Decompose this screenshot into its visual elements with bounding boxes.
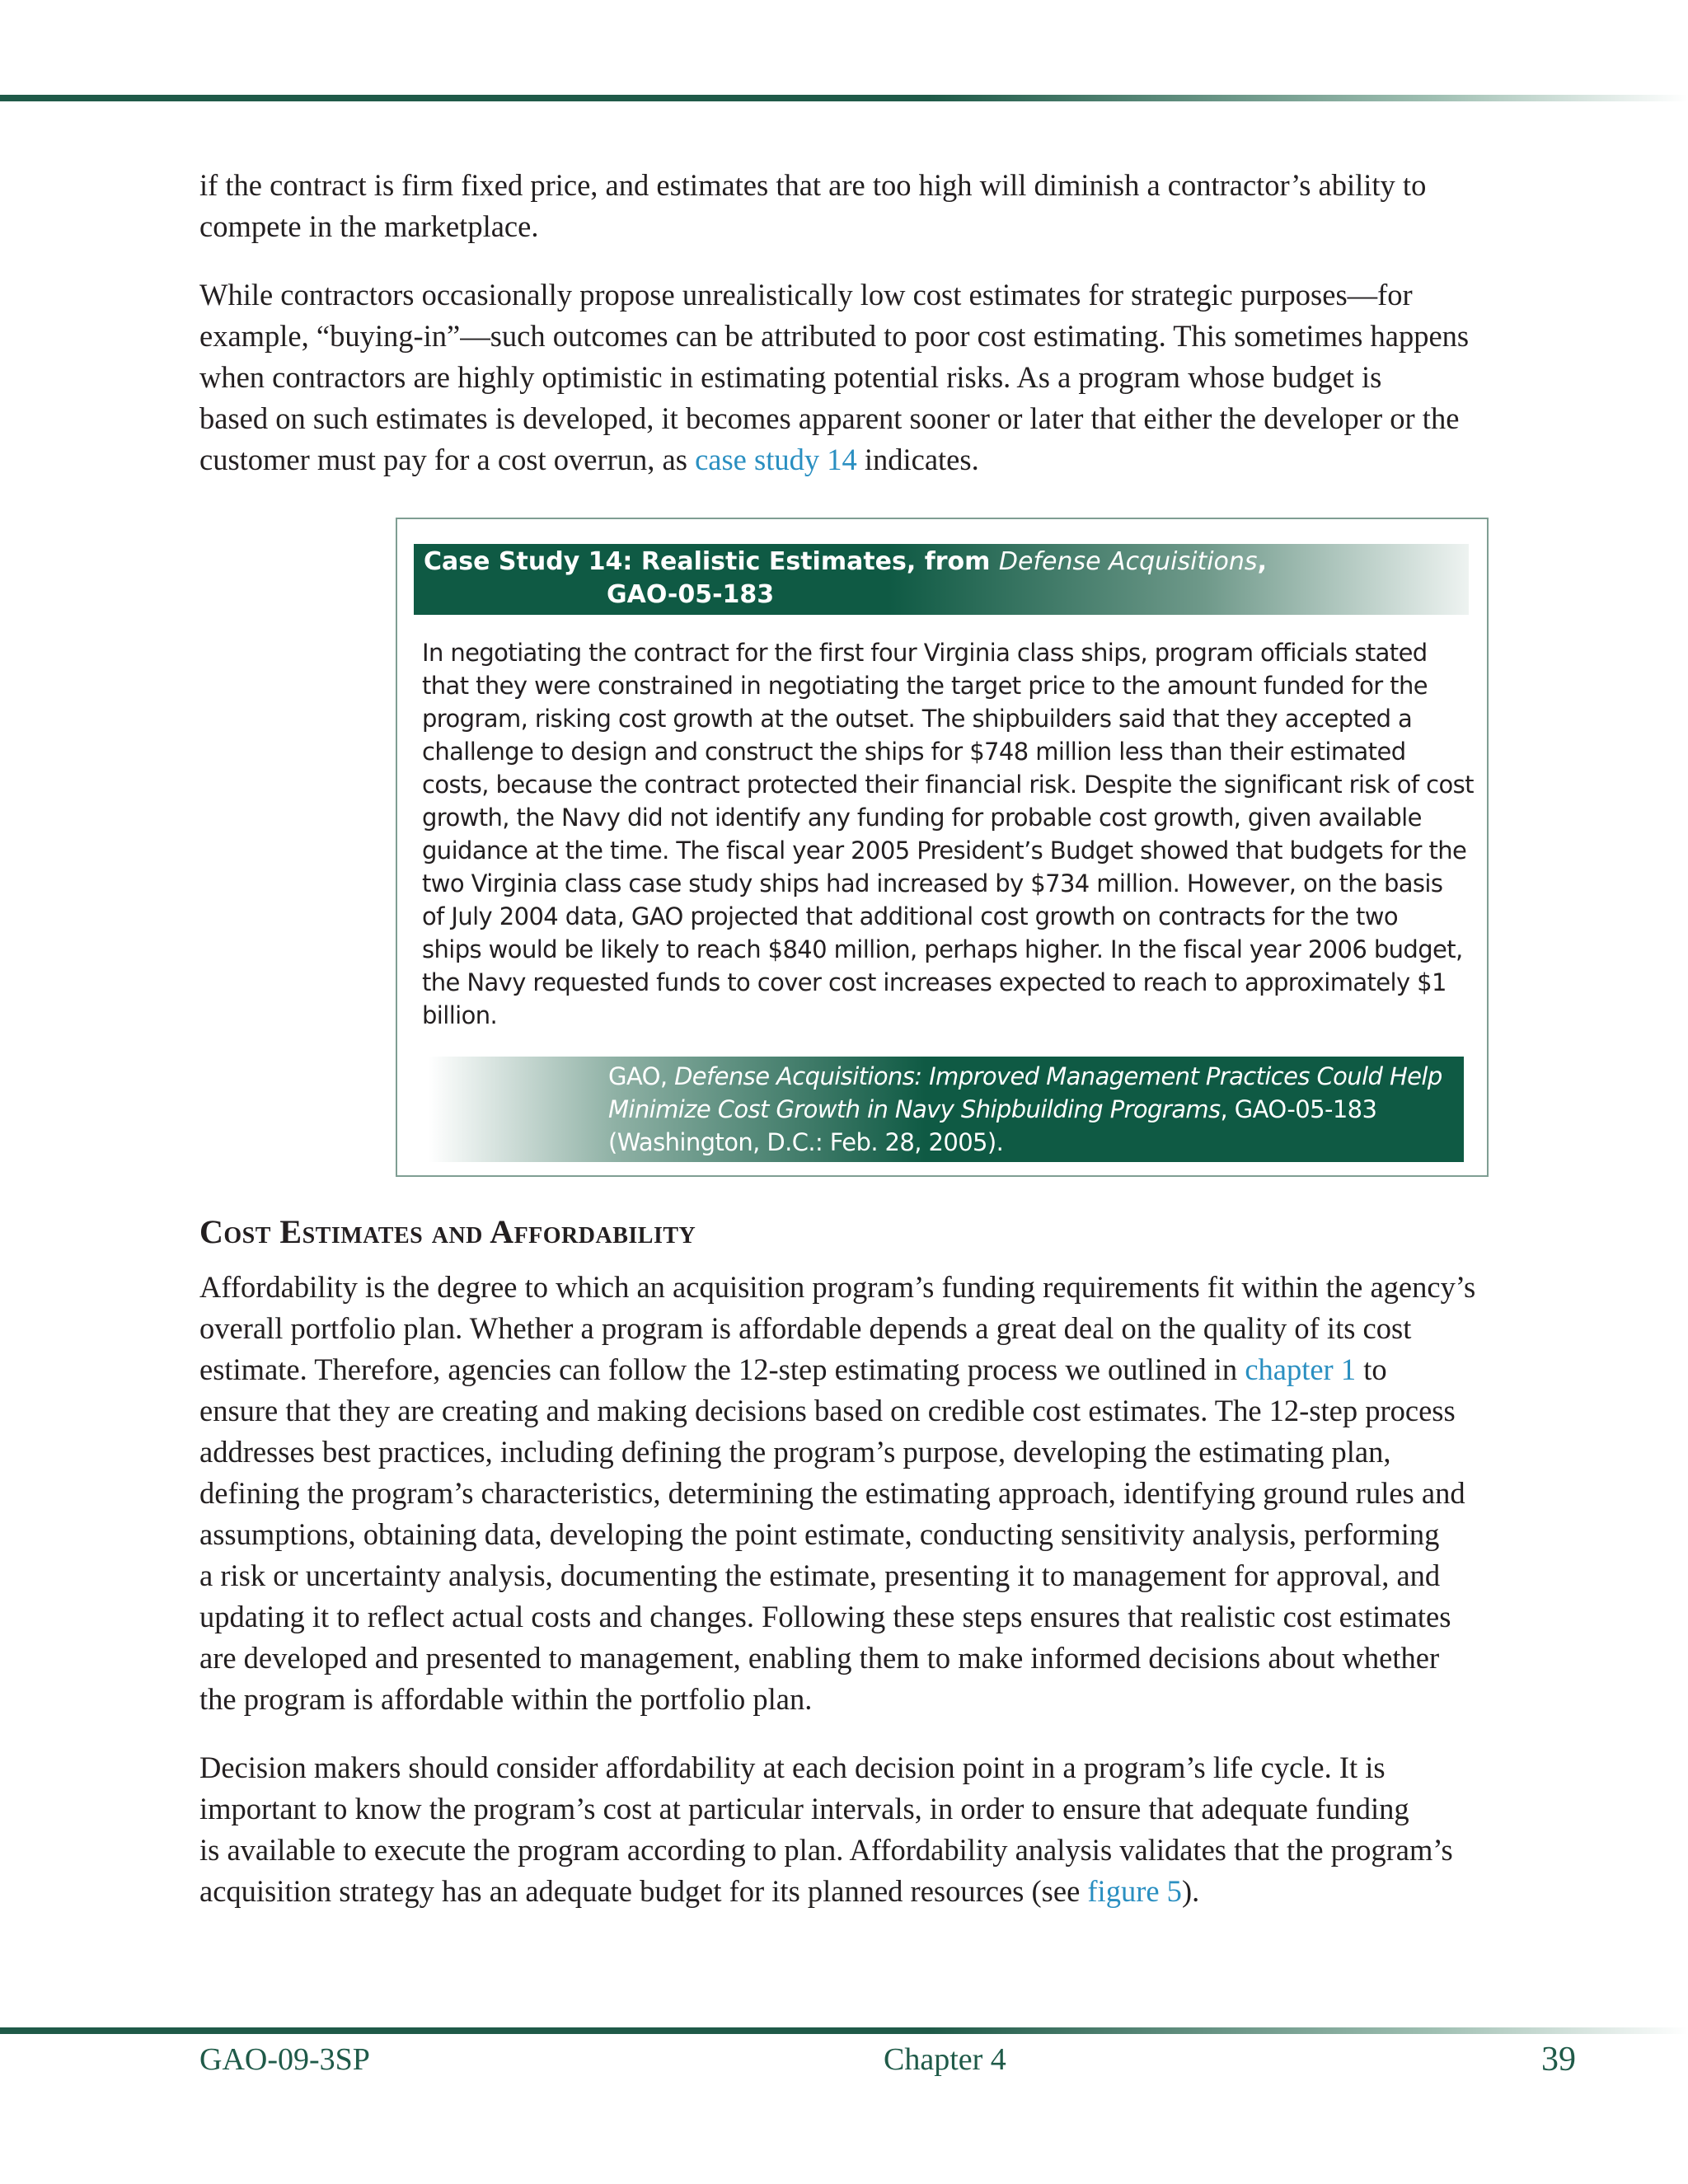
case-study-source: GAO, Defense Acquisitions: Improved Management Practices Could Help Minimize Cost Growth in Navy Shipbuilding Programs, GAO-05-183 (Washington, D.C.: Feb. 28, 2005). — [429, 1057, 1464, 1162]
paragraph-continuation: if the contract is firm fixed price, and estimates that are too high will diminish a contractor’s ability to compete in the marketplace. — [199, 168, 1427, 243]
chapter-1-link[interactable]: chapter 1 — [1245, 1352, 1357, 1386]
paragraph-affordability: Affordability is the degree to which an acquisition program’s funding requirements fit within the agency’s overall portfolio plan. Whether a program is affordable depends a great deal on the quality of its cost estimate. Therefore, agencies can follow the 12-step estimating process we outlined in chapter 1 to ensure that they are creating and making decisions based on credible cost estimates. The 12-step process addresses best practices, including defining the program’s purpose, developing the estimating plan, defining the program’s characteristics, determining the estimating approach, identifying ground rules and assumptions, obtaining data, developing the point estimate, conducting sensitivity analysis, performing a risk or uncertainty analysis, documenting the estimate, presenting it to management for approval, and updating it to reflect actual costs and changes. Following these steps ensures that realistic cost estimates are developed and presented to management, enabling them to make informed decisions about whether the program is affordable within the portfolio plan. — [199, 1270, 1476, 1716]
figure-5-link[interactable]: figure 5 — [1087, 1874, 1182, 1908]
case-study-14-link[interactable]: case study 14 — [695, 443, 857, 476]
section-heading: Cost Estimates and Affordability — [199, 1213, 696, 1250]
paragraph-decision-makers: Decision makers should consider affordability at each decision point in a program’s life cycle. It is important to know the program’s cost at particular intervals, in order to ensure that adequate funding is available to execute the program according to plan. Affordability analysis validates that the program’s acquisition strategy has an adequate budget for its planned resources (see figure 5). — [199, 1750, 1453, 1908]
footer-chapter: Chapter 4 — [884, 2042, 1006, 2077]
paragraph-contractor-estimates: While contractors occasionally propose unrealistically low cost estimates for strategic purposes—for example, “buying-in”—such outcomes can be attributed to poor cost estimating. This sometimes happens when contractors are highly optimistic in estimating potential risks. As a program whose budget is based on such estimates is developed, it becomes apparent sooner or later that either the developer or the customer must pay for a cost overrun, as case study 14 indicates. — [199, 278, 1470, 476]
case-study-body: In negotiating the contract for the first four Virginia class ships, program officials stated that they were constrained in negotiating the target price to the amount funded for the program, risking cost growth at the outset. The shipbuilders said that they accepted a challenge to design and construct the ships for $748 million less than their estimated costs, because the contract protected their financial risk. Despite the significant risk of cost growth, the Navy did not identify any funding for probable cost growth, given available guidance at the time. The fiscal year 2005 President’s Budget showed that budgets for the two Virginia class case study ships had increased by $734 million. However, on the basis of July 2004 data, GAO projected that additional cost growth on contracts for the two ships would be likely to reach $840 million, perhaps higher. In the fiscal year 2006 budget, the Navy requested funds to cover cost increases expected to reach to approximately $1 billion. — [422, 639, 1474, 1029]
case-study-title: Case Study 14: Realistic Estimates, from Defense Acquisitions, GAO-05-183 — [414, 544, 1469, 615]
page-number: 39 — [1541, 2041, 1576, 2079]
footer-rule — [0, 2027, 1688, 2034]
case-study-box — [396, 518, 1489, 1177]
footer-report-number: GAO-09-3SP — [199, 2042, 370, 2077]
header-rule — [0, 95, 1688, 101]
